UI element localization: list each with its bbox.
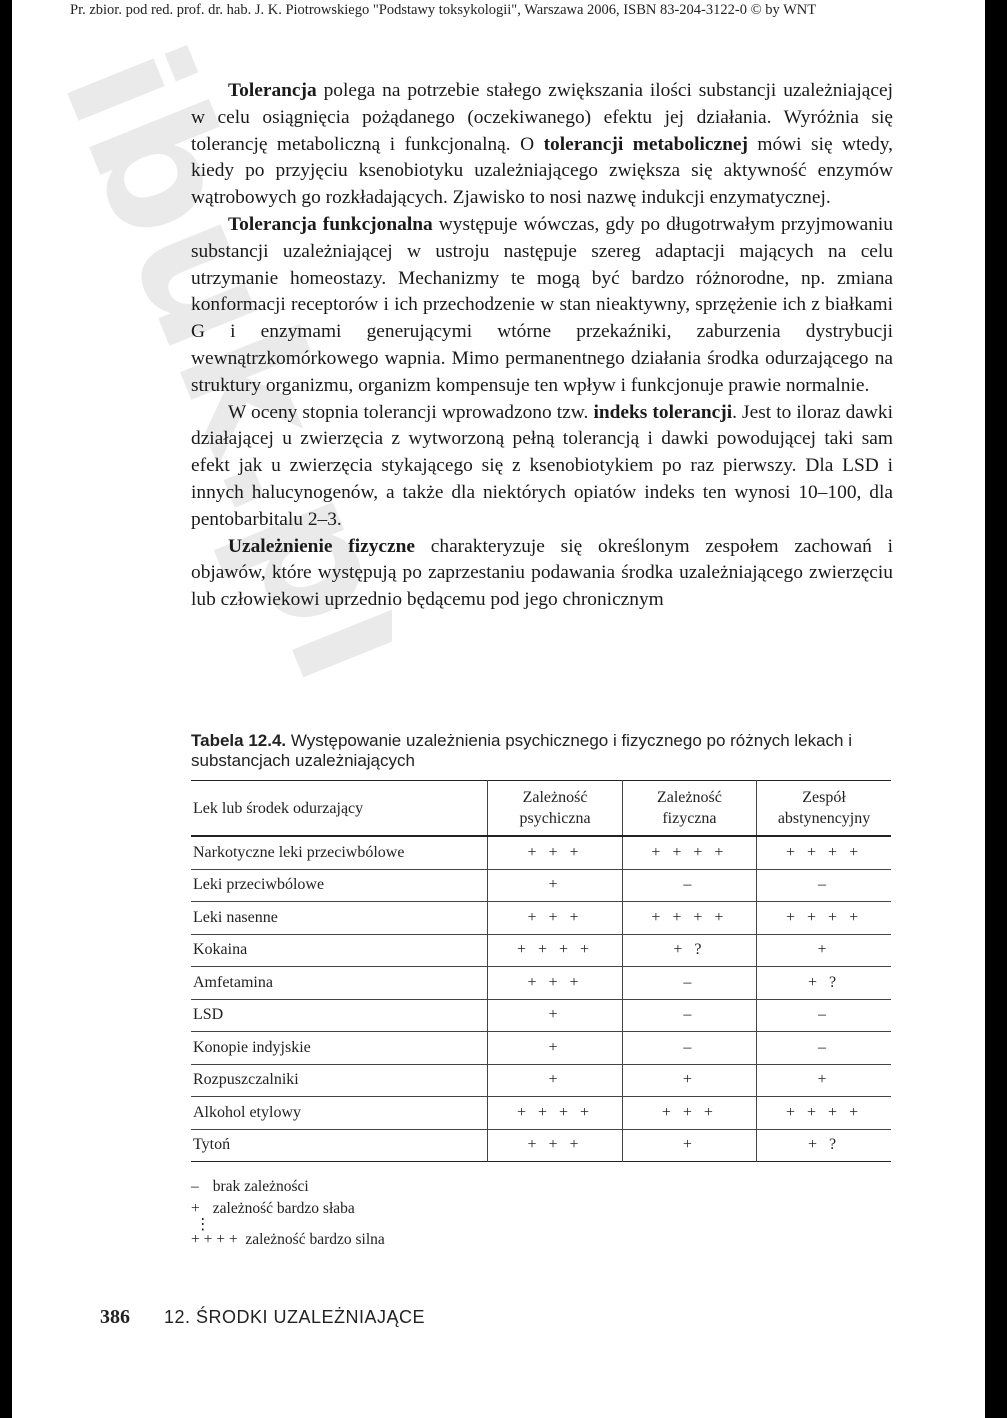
table-row [191, 1064, 891, 1097]
substance-cell: Konopie indyjskie [193, 1038, 311, 1056]
text-run: . Jest to iloraz dawki działającej u zwierzęcia z wytworzoną pełną tolerancją i dawki powodującej taki sam efekt jak u zwierzęcia stykającego się z ksenobiotykiem po raz pierwszy. Dla LSD i innych halucynogenów, a także dla niektórych opiatów indeks ten wynosi 10–100, dla pentobarbitalu 2–3. [191, 401, 893, 530]
legend-text: brak zależności [212, 1178, 309, 1195]
paragraph [191, 78, 893, 212]
paragraph [191, 400, 893, 534]
substance-cell: Kokaina [193, 941, 248, 959]
legend-symbol: – [191, 1178, 199, 1195]
table-row [191, 1032, 891, 1065]
legend-item [191, 1176, 691, 1198]
rating-cell: + ? [622, 934, 756, 967]
rating-cell: + + + + [622, 836, 756, 869]
rating-cell: + + + + [622, 902, 756, 935]
header-cell [488, 781, 622, 837]
rating-cell: + + + [488, 836, 622, 869]
text-run: W oceny stopnia tolerancji wprowadzono tzw. [228, 401, 594, 423]
substance-cell: Amfetamina [193, 973, 273, 991]
table-row [191, 999, 891, 1032]
header-cell [757, 781, 891, 837]
table-row [191, 934, 891, 967]
rating-cell: – [622, 999, 756, 1032]
rating-cell: – [757, 999, 891, 1032]
header-label: Lek lub środek odurzający [193, 799, 364, 817]
book-page [12, 0, 985, 1418]
rating-cell: + [757, 934, 891, 967]
rating-cell: – [757, 1032, 891, 1065]
table-row [191, 1129, 891, 1162]
watermark-text: ibuk.pl [23, 40, 392, 706]
body-text [191, 78, 893, 614]
rating-cell: + [757, 1064, 891, 1097]
legend-text: zależność bardzo słaba [212, 1200, 355, 1217]
legend-symbol: ⋮ [195, 1216, 211, 1233]
rating-cell: + + + + [757, 902, 891, 935]
table-row [191, 836, 891, 869]
paragraph [191, 212, 893, 400]
legend-text: zależność bardzo silna [245, 1231, 385, 1248]
table-row [191, 967, 891, 1000]
rating-cell: + + + [488, 1129, 622, 1162]
rating-cell: + [488, 1032, 622, 1065]
rating-cell: + + + [622, 1097, 756, 1130]
bold-term: Tolerancja [228, 80, 317, 101]
text-run: występuje wówczas, gdy po długotrwałym przyjmowaniu substancji uzależniającej w ustroju następuje szereg adaptacji mających na celu utrzymanie homeostazy. Mechanizmy te mogą być bardzo różnorodne, np. zmiana konformacji receptorów i ich przechodzenie w stan nieaktywny, sprzężenie ich z białkami G i enzymami generującymi wtórne przekaźniki, zaburzenia dystrybucji wewnątrzkomórkowego wapnia. Mimo permanentnego działania środka odurzającego na struktury organizmu, organizm kompensuje ten wpływ i funkcjonuje prawie normalnie. [191, 213, 893, 396]
bold-term: tolerancji metabolicznej [543, 133, 748, 155]
substance-cell: Rozpuszczalniki [193, 1071, 299, 1089]
bold-term: Tolerancja funkcjonalna [228, 213, 433, 235]
header-cell [191, 781, 488, 837]
legend-item [191, 1229, 691, 1251]
substance-cell: Leki przeciwbólowe [193, 876, 325, 894]
table-caption-label: Tabela 12.4. [191, 731, 287, 750]
table-header-row [191, 781, 891, 837]
rating-cell: + [488, 869, 622, 902]
rating-cell: + + + [488, 902, 622, 935]
rating-cell: + + + + [757, 1097, 891, 1130]
table-row [191, 1097, 891, 1130]
text-run: charakteryzuje się określonym zespołem zachowań i objawów, które występują po zaprzestaniu podawania środka uzależniającego zwierzęciu lub człowiekowi uprzednio będącemu pod jego chronicznym [191, 535, 894, 611]
rating-cell: – [622, 967, 756, 1000]
table-row [191, 902, 891, 935]
header-cell [622, 781, 756, 837]
page-footer [100, 1306, 425, 1329]
rating-cell: + + + + [757, 836, 891, 869]
header-label: Zespół abstynencyjny [777, 789, 871, 827]
dependency-table [191, 780, 891, 1162]
rating-cell: – [622, 1032, 756, 1065]
rating-cell: + + + [488, 967, 622, 1000]
table-caption [191, 731, 891, 771]
rating-cell: – [757, 869, 891, 902]
bold-term: indeks tolerancji [593, 401, 733, 423]
rating-cell: + ? [757, 967, 891, 1000]
rating-cell: + [622, 1064, 756, 1097]
table-row [191, 869, 891, 902]
page-header: Pr. zbior. pod red. prof. dr. hab. J. K. Piotrowskiego "Podstawy toksykologii", Warszawa 2006, ISBN 83-204-3122-0 © by WNT [70, 2, 817, 18]
paragraph [191, 534, 893, 614]
substance-cell: LSD [193, 1006, 224, 1024]
table-legend [191, 1176, 691, 1251]
rating-cell: + + + + [488, 934, 622, 967]
chapter-title: 12. ŚRODKI UZALEŻNIAJĄCE [164, 1307, 426, 1327]
legend-item [191, 1198, 691, 1220]
table-caption-text: Występowanie uzależnienia psychicznego i fizycznego po różnych lekach i substancjach uzależniających [191, 731, 853, 770]
rating-cell: + [488, 999, 622, 1032]
page-number: 386 [100, 1306, 130, 1328]
substance-cell: Narkotyczne leki przeciwbólowe [193, 843, 405, 861]
text-run: mówi się wtedy, kiedy po przyjęciu ksenobiotyku uzależniającego zwiększa się aktywność enzymów wątrobowych go rozkładających. Zjawisko to nosi nazwę indukcji enzymatycznej. [191, 133, 893, 209]
legend-symbol: + + + + [191, 1231, 238, 1248]
substance-cell: Tytoń [193, 1136, 231, 1154]
rating-cell: + + + + [488, 1097, 622, 1130]
header-label: Zależność psychiczna [519, 789, 591, 827]
legend-item [191, 1216, 691, 1233]
substance-cell: Leki nasenne [193, 908, 278, 926]
text-run: polega na potrzebie stałego zwiększania ilości substancji uzależniającej w celu osiągnięcia pożądanego (oczekiwanego) efektu jej działania. Wyróżnia się tolerancję metaboliczną i funkcjonalną. O [191, 80, 893, 155]
substance-cell: Alkohol etylowy [193, 1103, 301, 1121]
rating-cell: – [622, 869, 756, 902]
rating-cell: + ? [757, 1129, 891, 1162]
bold-term: Uzależnienie fizyczne [228, 535, 415, 557]
header-label: Zależność fizyczna [656, 789, 722, 827]
legend-symbol: + [191, 1200, 200, 1217]
rating-cell: + [622, 1129, 756, 1162]
rating-cell: + [488, 1064, 622, 1097]
